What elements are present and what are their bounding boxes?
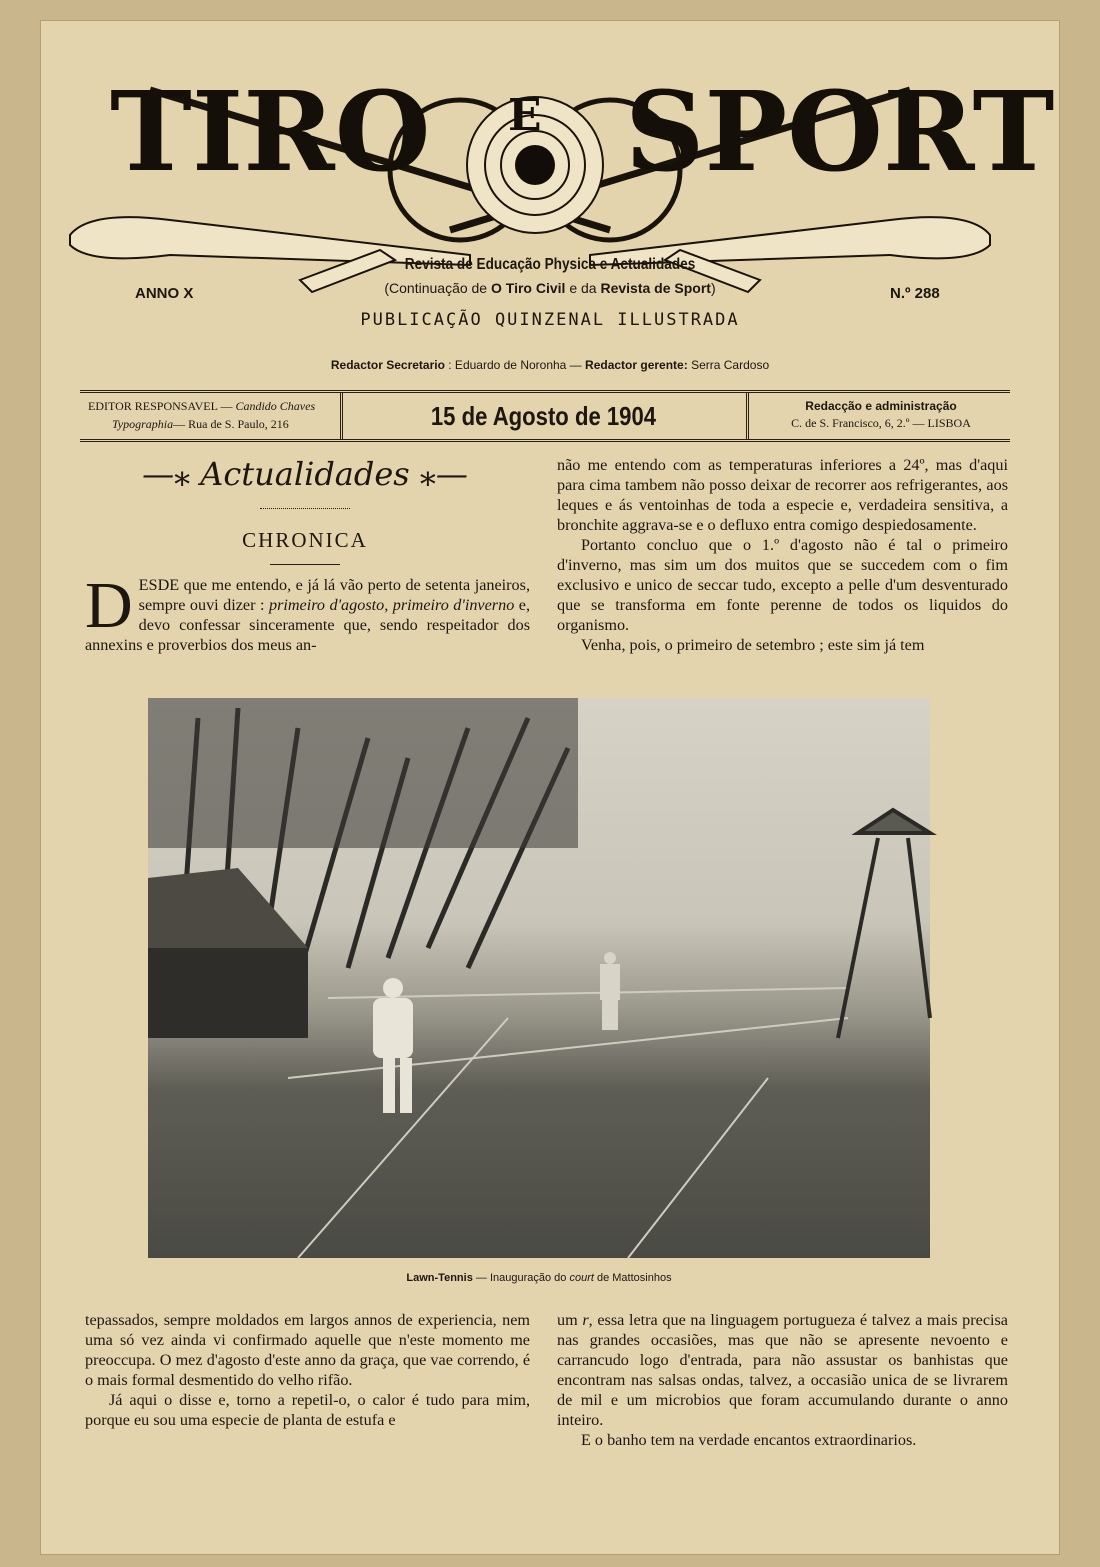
opening-word: ESDE: [138, 576, 180, 594]
continuation-post: ): [710, 280, 716, 296]
administration-address: C. de S. Francisco, 6, 2.º — LISBOA: [791, 416, 971, 430]
caption-court: court: [569, 1272, 594, 1284]
manager-label: Redactor gerente:: [585, 358, 688, 372]
secretary-name: : Eduardo de Noronha —: [448, 358, 582, 372]
masthead-title-sport: SPORT: [625, 67, 1055, 196]
administration-cell: [746, 393, 1013, 439]
column-top-left: [85, 569, 531, 655]
secretary-label: Redactor Secretario: [330, 358, 445, 372]
continuation-pre: (Continuação de: [384, 280, 491, 296]
col1-text-a: que me entendo, e já lá vão perto de setenta janeiros, sempre ouvi dizer :: [138, 576, 530, 614]
masthead-title-e: E: [508, 90, 542, 141]
manager-name: Serra Cardoso: [691, 358, 770, 372]
col2-paragraph-1: não me entendo com as temperaturas inferiores a 24º, mas d'aqui para cima tambem não posso deixar de recorrer aos refrigerantes, aos leques e ás ventoinhas de toda a especie e, verdadeira sensitiva, a bronchite aggrava-se e o defluxo entra comigo despiedosamente.: [557, 456, 1008, 534]
tennis-player: [373, 978, 413, 1113]
issue-date: 15 de Agosto de 1904: [430, 401, 656, 431]
distant-player: [600, 952, 620, 1030]
caption-end: de Mattosinhos: [593, 1272, 672, 1284]
column-bottom-right: [557, 1310, 1008, 1450]
issue-number: N.º 288: [890, 285, 940, 302]
editor-cell: [80, 393, 343, 439]
photo-scene: [148, 698, 930, 1258]
article-heading: CHRONICA: [242, 528, 368, 552]
continuation-mid: e da: [565, 280, 601, 296]
date-cell: [343, 393, 743, 439]
col2-paragraph-2: Portanto concluo que o 1.º d'agosto não é tal o primeiro d'inverno, mas sim um dos muitos que se succedem com o fim exclusivo e unico de seccar tudo, excepto a pelle d'um desventurado que se transforma em fonte perenne de todos os liquidos do organismo.: [557, 536, 1008, 634]
photo-caption: [148, 1272, 930, 1284]
col1-text-b: e, devo confessar sinceramente que, sendo respeitador dos annexins e proverbios dos meus an-: [85, 596, 531, 654]
col1-proverb: primeiro d'agosto, primeiro d'inverno: [268, 596, 515, 614]
column-bottom-left: [85, 1310, 530, 1430]
editors-line: [120, 358, 980, 372]
lawn-tennis-photo: [148, 698, 930, 1258]
editor-name: Candido Chaves: [235, 399, 316, 413]
editor-label: EDITOR RESPONSAVEL —: [88, 399, 233, 413]
ornament-rule: [260, 508, 350, 515]
col2-paragraph-3: Venha, pois, o primeiro de setembro ; este sim já tem: [581, 636, 925, 654]
continuation-tiro-civil: O Tiro Civil: [491, 280, 566, 296]
caption-mid: — Inauguração do: [472, 1272, 570, 1284]
issue-year: ANNO X: [135, 285, 194, 302]
column-top-right: [557, 455, 1008, 655]
masthead-subtitle: Revista de Educação Physica e Actualidades: [404, 256, 696, 273]
col3-paragraph-2: Já aqui o disse e, torno a repetil-o, o calor é tudo para mim, porque eu sou uma especie de planta de estufa e: [85, 1391, 530, 1429]
masthead-continuation: [300, 280, 800, 296]
typographia-address: — Rua de S. Paulo, 216: [173, 417, 289, 431]
col4-text-b: , essa letra que na linguagem portugueza é talvez a mais precisa nas grandes occasiões, mas que não se apresente nevoento e carrancudo logo d'entrada, para não assustar os banhistas que encontram nas salsas ondas, talvez, a occasião unica de se livrarem de mil e um microbios que foram accumulando durante o anno inteiro.: [557, 1311, 1008, 1429]
col4-text-a: um: [557, 1311, 583, 1329]
publication-frequency: PUBLICAÇÃO QUINZENAL ILLUSTRADA: [360, 310, 740, 330]
col3-paragraph-1: tepassados, sempre moldados em largos annos de experiencia, nem uma só vez ainda vi confirmado aquelle que n'este momento me preoccupa. O mez d'agosto d'este anno da graça, que vae correndo, é o mais formal desmentido do velho rifão.: [85, 1311, 530, 1389]
section-title-text: Actualidades: [200, 455, 410, 493]
col4-letter-r: r: [582, 1311, 589, 1329]
continuation-revista: Revista de Sport: [600, 280, 711, 296]
info-box: [80, 390, 1010, 442]
col4-paragraph-2: E o banho tem na verdade encantos extraordinarios.: [581, 1431, 917, 1449]
drop-cap: D: [85, 569, 133, 642]
umpire-chair: [838, 810, 930, 1038]
court-lines: [288, 988, 848, 1258]
masthead-title-tiro: TIRO: [110, 67, 431, 196]
section-title: —⁎ Actualidades ⁎—: [142, 455, 468, 493]
caption-title: Lawn-Tennis: [406, 1272, 473, 1284]
administration-label: Redacção e administração: [805, 399, 957, 413]
typographia-label: Typographia: [112, 417, 174, 431]
heading-rule: [270, 564, 340, 565]
col4-paragraph-1: [557, 1310, 1008, 1430]
